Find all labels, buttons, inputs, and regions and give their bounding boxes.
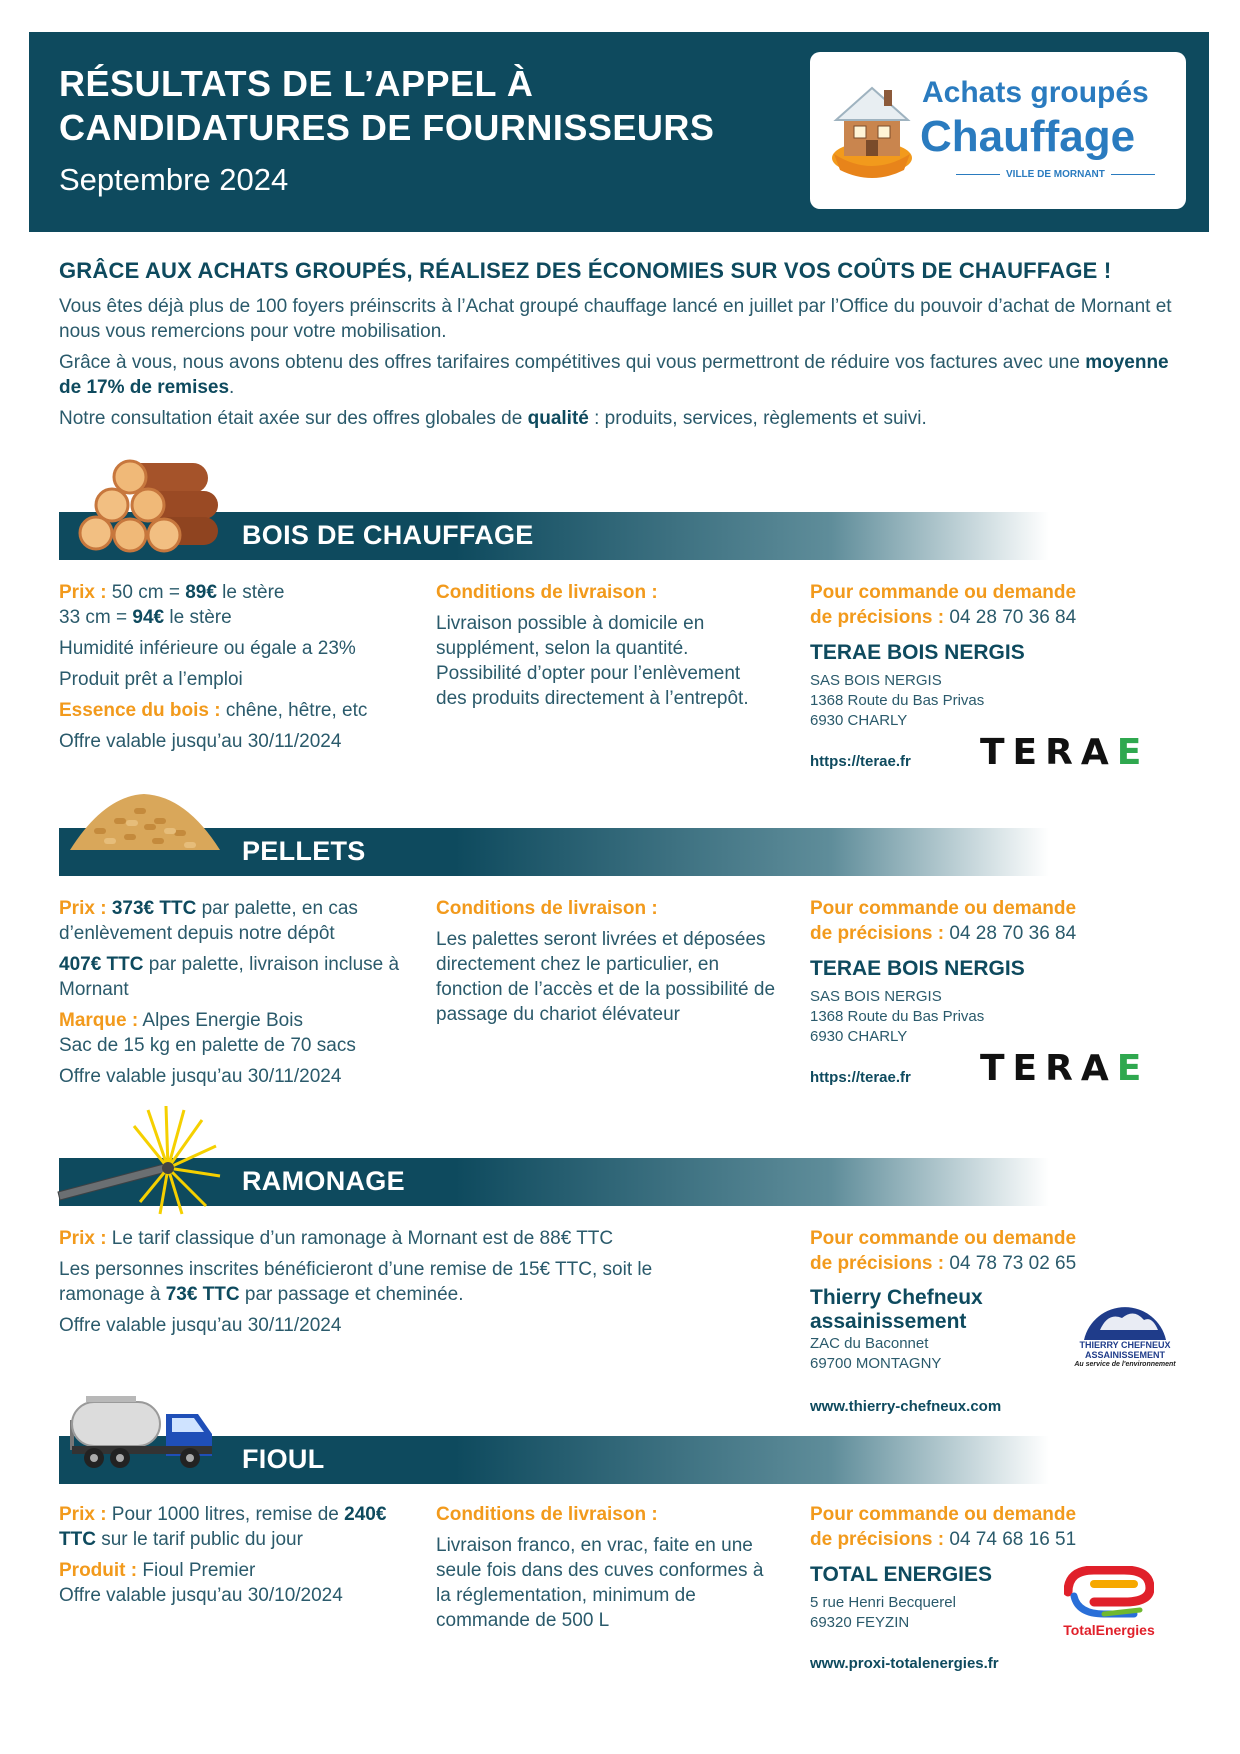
fioul-prix-label: Prix : bbox=[59, 1504, 107, 1525]
page-title bbox=[59, 62, 714, 150]
fioul-delivery-column bbox=[436, 1502, 776, 1639]
pellets-conditions-label: Conditions de livraison : bbox=[436, 898, 658, 919]
pellets-commande-label: Pour commande ou demande bbox=[810, 898, 1077, 919]
pellets-precisions-label: de précisions : bbox=[810, 923, 945, 944]
totalenergies-logo-text: TotalEnergies bbox=[1063, 1622, 1155, 1638]
bois-commande-label: Pour commande ou demande bbox=[810, 582, 1077, 603]
tc-logo-line3: Au service de l'environnement bbox=[1074, 1361, 1176, 1368]
pellets-marque: Alpes Energie Bois bbox=[138, 1010, 303, 1031]
pellets-prix-text: par palette, en cas d’enlèvement depuis notre dépôt bbox=[59, 898, 358, 944]
bois-precisions-label: de précisions : bbox=[810, 607, 945, 628]
ramonage-url-link[interactable]: www.thierry-chefneux.com bbox=[810, 1398, 1002, 1415]
pellets-price-column bbox=[59, 896, 419, 1095]
pellets-delivery-column bbox=[436, 896, 776, 1033]
terae-logo-text: TERA bbox=[980, 732, 1117, 773]
fioul-addr2: 69320 FEYZIN bbox=[810, 1614, 910, 1631]
pellets-sac: Sac de 15 kg en palette de 70 sacs bbox=[59, 1035, 356, 1056]
globe-icon bbox=[1082, 1290, 1168, 1340]
ramonage-company-line2: assainissement bbox=[810, 1310, 967, 1333]
fioul-url-link[interactable]: www.proxi-totalenergies.fr bbox=[810, 1655, 999, 1672]
header-banner bbox=[29, 32, 1209, 232]
bois-prix-50cm: 89€ bbox=[185, 582, 217, 603]
bois-prix2-text: 33 cm = bbox=[59, 607, 133, 628]
tc-logo-line2: ASSAINISSEMENT bbox=[1084, 1350, 1165, 1360]
ramonage-prix-remise: 73€ TTC bbox=[165, 1284, 240, 1305]
section-title-bois: BOIS DE CHAUFFAGE bbox=[242, 520, 534, 550]
pellets-addr3: 6930 CHARLY bbox=[810, 1028, 908, 1045]
bois-humidite: Humidité inférieure ou égale a 23% bbox=[59, 638, 356, 659]
ramonage-addr2: 69700 MONTAGNY bbox=[810, 1355, 942, 1372]
bois-essence-label: Essence du bois : bbox=[59, 700, 221, 721]
intro-paragraph-1: Vous êtes déjà plus de 100 foyers préinscrits à l’Achat groupé chauffage lancé en juillet par l’Office du pouvoir d’achat de Mornant et nous vous remercions pour votre mobilisation. bbox=[59, 296, 1172, 342]
ramonage-phone[interactable]: 04 78 73 02 65 bbox=[949, 1253, 1077, 1274]
bois-price-column bbox=[59, 580, 419, 760]
ramonage-addr1: ZAC du Baconnet bbox=[810, 1335, 929, 1352]
ramonage-remise-text: Les personnes inscrites bénéficieront d’une remise de 15€ TTC, soit le ramonage à bbox=[59, 1259, 653, 1305]
terae-logo-pellets bbox=[980, 1048, 1149, 1089]
house-icon bbox=[824, 74, 920, 184]
terae-logo-leaf: E bbox=[1116, 1048, 1150, 1089]
fioul-prix-text: Pour 1000 litres, remise de bbox=[106, 1504, 345, 1525]
pellets-prix-label: Prix : bbox=[59, 898, 107, 919]
firewood-icon bbox=[78, 455, 223, 555]
bois-addr3: 6930 CHARLY bbox=[810, 712, 908, 729]
bois-conditions-label: Conditions de livraison : bbox=[436, 582, 658, 603]
title-line-1: RÉSULTATS DE L’APPEL À bbox=[59, 63, 534, 104]
intro-p2-end: . bbox=[229, 377, 235, 398]
bois-livraison: Livraison possible à domicile en supplément, selon la quantité. Possibilité d’opter pour l’enlèvement des produits directement à l’entrepôt. bbox=[436, 613, 749, 709]
bois-pret: Produit prêt a l’emploi bbox=[59, 669, 243, 690]
fioul-produit-label: Produit : bbox=[59, 1560, 138, 1581]
title-line-2: CANDIDATURES DE FOURNISSEURS bbox=[59, 107, 715, 148]
pellets-livraison: Les palettes seront livrées et déposées directement chez le particulier, en fonction de l’accès et de la possibilité de passage du chariot élévateur bbox=[436, 929, 776, 1025]
ramonage-prix-label: Prix : bbox=[59, 1228, 107, 1249]
intro-heading: GRÂCE AUX ACHATS GROUPÉS, RÉALISEZ DES ÉCONOMIES SUR VOS COÛTS DE CHAUFFAGE ! bbox=[59, 258, 1112, 283]
bois-phone[interactable]: 04 28 70 36 84 bbox=[949, 607, 1077, 628]
ramonage-remise-end: par passage et cheminée. bbox=[239, 1284, 464, 1305]
fioul-company: TOTAL ENERGIES bbox=[810, 1563, 993, 1586]
logo-text-ville: VILLE DE MORNANT bbox=[950, 169, 1161, 180]
logo-text-chauffage: Chauffage bbox=[920, 112, 1136, 161]
intro-paragraph-3 bbox=[59, 406, 1189, 431]
fioul-phone[interactable]: 04 74 68 16 51 bbox=[949, 1529, 1077, 1550]
bois-essence: chêne, hêtre, etc bbox=[220, 700, 368, 721]
totalenergies-symbol-icon bbox=[1064, 1566, 1154, 1618]
logo-text-achats: Achats groupés bbox=[922, 76, 1149, 109]
tc-logo-line1: THIERRY CHEFNEUX bbox=[1079, 1340, 1171, 1350]
bois-addr2: 1368 Route du Bas Privas bbox=[810, 692, 985, 709]
pellets-prix2-text: par palette, livraison incluse à Mornant bbox=[59, 954, 400, 1000]
fuel-truck-icon bbox=[66, 1390, 222, 1474]
ramonage-commande-label: Pour commande ou demande bbox=[810, 1228, 1077, 1249]
terae-logo-text: TERA bbox=[980, 1048, 1117, 1089]
ramonage-price-column bbox=[59, 1226, 779, 1344]
fioul-commande-label: Pour commande ou demande bbox=[810, 1504, 1077, 1525]
bois-validite: Offre valable jusqu’au 30/11/2024 bbox=[59, 731, 342, 752]
bois-company: TERAE BOIS NERGIS bbox=[810, 641, 1025, 664]
ramonage-prix: Le tarif classique d’un ramonage à Mornant est de 88€ TTC bbox=[106, 1228, 614, 1249]
bois-prix-33cm: 94€ bbox=[132, 607, 165, 628]
bois-prix-text: 50 cm = bbox=[106, 582, 186, 603]
ramonage-precisions-label: de précisions : bbox=[810, 1253, 945, 1274]
pellets-phone[interactable]: 04 28 70 36 84 bbox=[949, 923, 1077, 944]
intro-p2-highlight: moyenne de 17% de remises bbox=[59, 352, 1169, 398]
fioul-produit: Fioul Premier bbox=[137, 1560, 256, 1581]
terae-logo-leaf: E bbox=[1116, 732, 1150, 773]
page-subtitle: Septembre 2024 bbox=[59, 162, 289, 197]
pellets-prix-livraison: 407€ TTC bbox=[59, 954, 144, 975]
fioul-price-column bbox=[59, 1502, 399, 1614]
fioul-livraison: Livraison franco, en vrac, faite en une seule fois dans des cuves conformes à la réglementation, minimum de commande de 500 L bbox=[436, 1535, 764, 1631]
fioul-prix-remise: 240€ TTC bbox=[59, 1504, 387, 1550]
ramonage-validite: Offre valable jusqu’au 30/11/2024 bbox=[59, 1315, 342, 1336]
pellets-icon bbox=[64, 788, 226, 858]
fioul-precisions-label: de précisions : bbox=[810, 1529, 945, 1550]
bois-delivery-column bbox=[436, 580, 776, 717]
pellets-marque-label: Marque : bbox=[59, 1010, 139, 1031]
fioul-validite: Offre valable jusqu’au 30/10/2024 bbox=[59, 1585, 343, 1606]
intro-p2-text: Grâce à vous, nous avons obtenu des offres tarifaires compétitives qui vous permettront de réduire vos factures avec une bbox=[59, 352, 1086, 373]
bois-url-link[interactable]: https://terae.fr bbox=[810, 753, 911, 770]
section-title-ramonage: RAMONAGE bbox=[242, 1166, 405, 1196]
pellets-company: TERAE BOIS NERGIS bbox=[810, 957, 1025, 980]
pellets-prix-enlevement: 373€ TTC bbox=[111, 898, 197, 919]
achats-groupes-logo bbox=[810, 52, 1186, 209]
fioul-conditions-label: Conditions de livraison : bbox=[436, 1504, 658, 1525]
fioul-addr1: 5 rue Henri Becquerel bbox=[810, 1594, 956, 1611]
section-title-pellets: PELLETS bbox=[242, 836, 366, 866]
intro-paragraph-2 bbox=[59, 350, 1189, 400]
intro-p3-text: Notre consultation était axée sur des offres globales de bbox=[59, 408, 528, 429]
bois-prix-unit: le stère bbox=[216, 582, 285, 603]
pellets-url-link[interactable]: https://terae.fr bbox=[810, 1069, 911, 1086]
terae-logo bbox=[980, 732, 1149, 773]
pellets-addr2: 1368 Route du Bas Privas bbox=[810, 1008, 985, 1025]
ramonage-company-line1: Thierry Chefneux bbox=[810, 1286, 983, 1309]
pellets-addr1: SAS BOIS NERGIS bbox=[810, 988, 942, 1005]
intro-p3-end: : produits, services, règlements et suivi. bbox=[588, 408, 927, 429]
totalenergies-logo bbox=[1054, 1566, 1164, 1646]
thierry-chefneux-logo bbox=[1060, 1290, 1190, 1380]
bois-addr1: SAS BOIS NERGIS bbox=[810, 672, 942, 689]
bois-prix-label: Prix : bbox=[59, 582, 107, 603]
intro-p3-highlight: qualité bbox=[527, 408, 589, 429]
section-title-fioul: FIOUL bbox=[242, 1444, 325, 1474]
fioul-prix-end: sur le tarif public du jour bbox=[95, 1529, 303, 1550]
chimney-brush-icon bbox=[56, 1106, 236, 1216]
bois-prix2-unit: le stère bbox=[164, 607, 232, 628]
pellets-validite: Offre valable jusqu’au 30/11/2024 bbox=[59, 1066, 342, 1087]
